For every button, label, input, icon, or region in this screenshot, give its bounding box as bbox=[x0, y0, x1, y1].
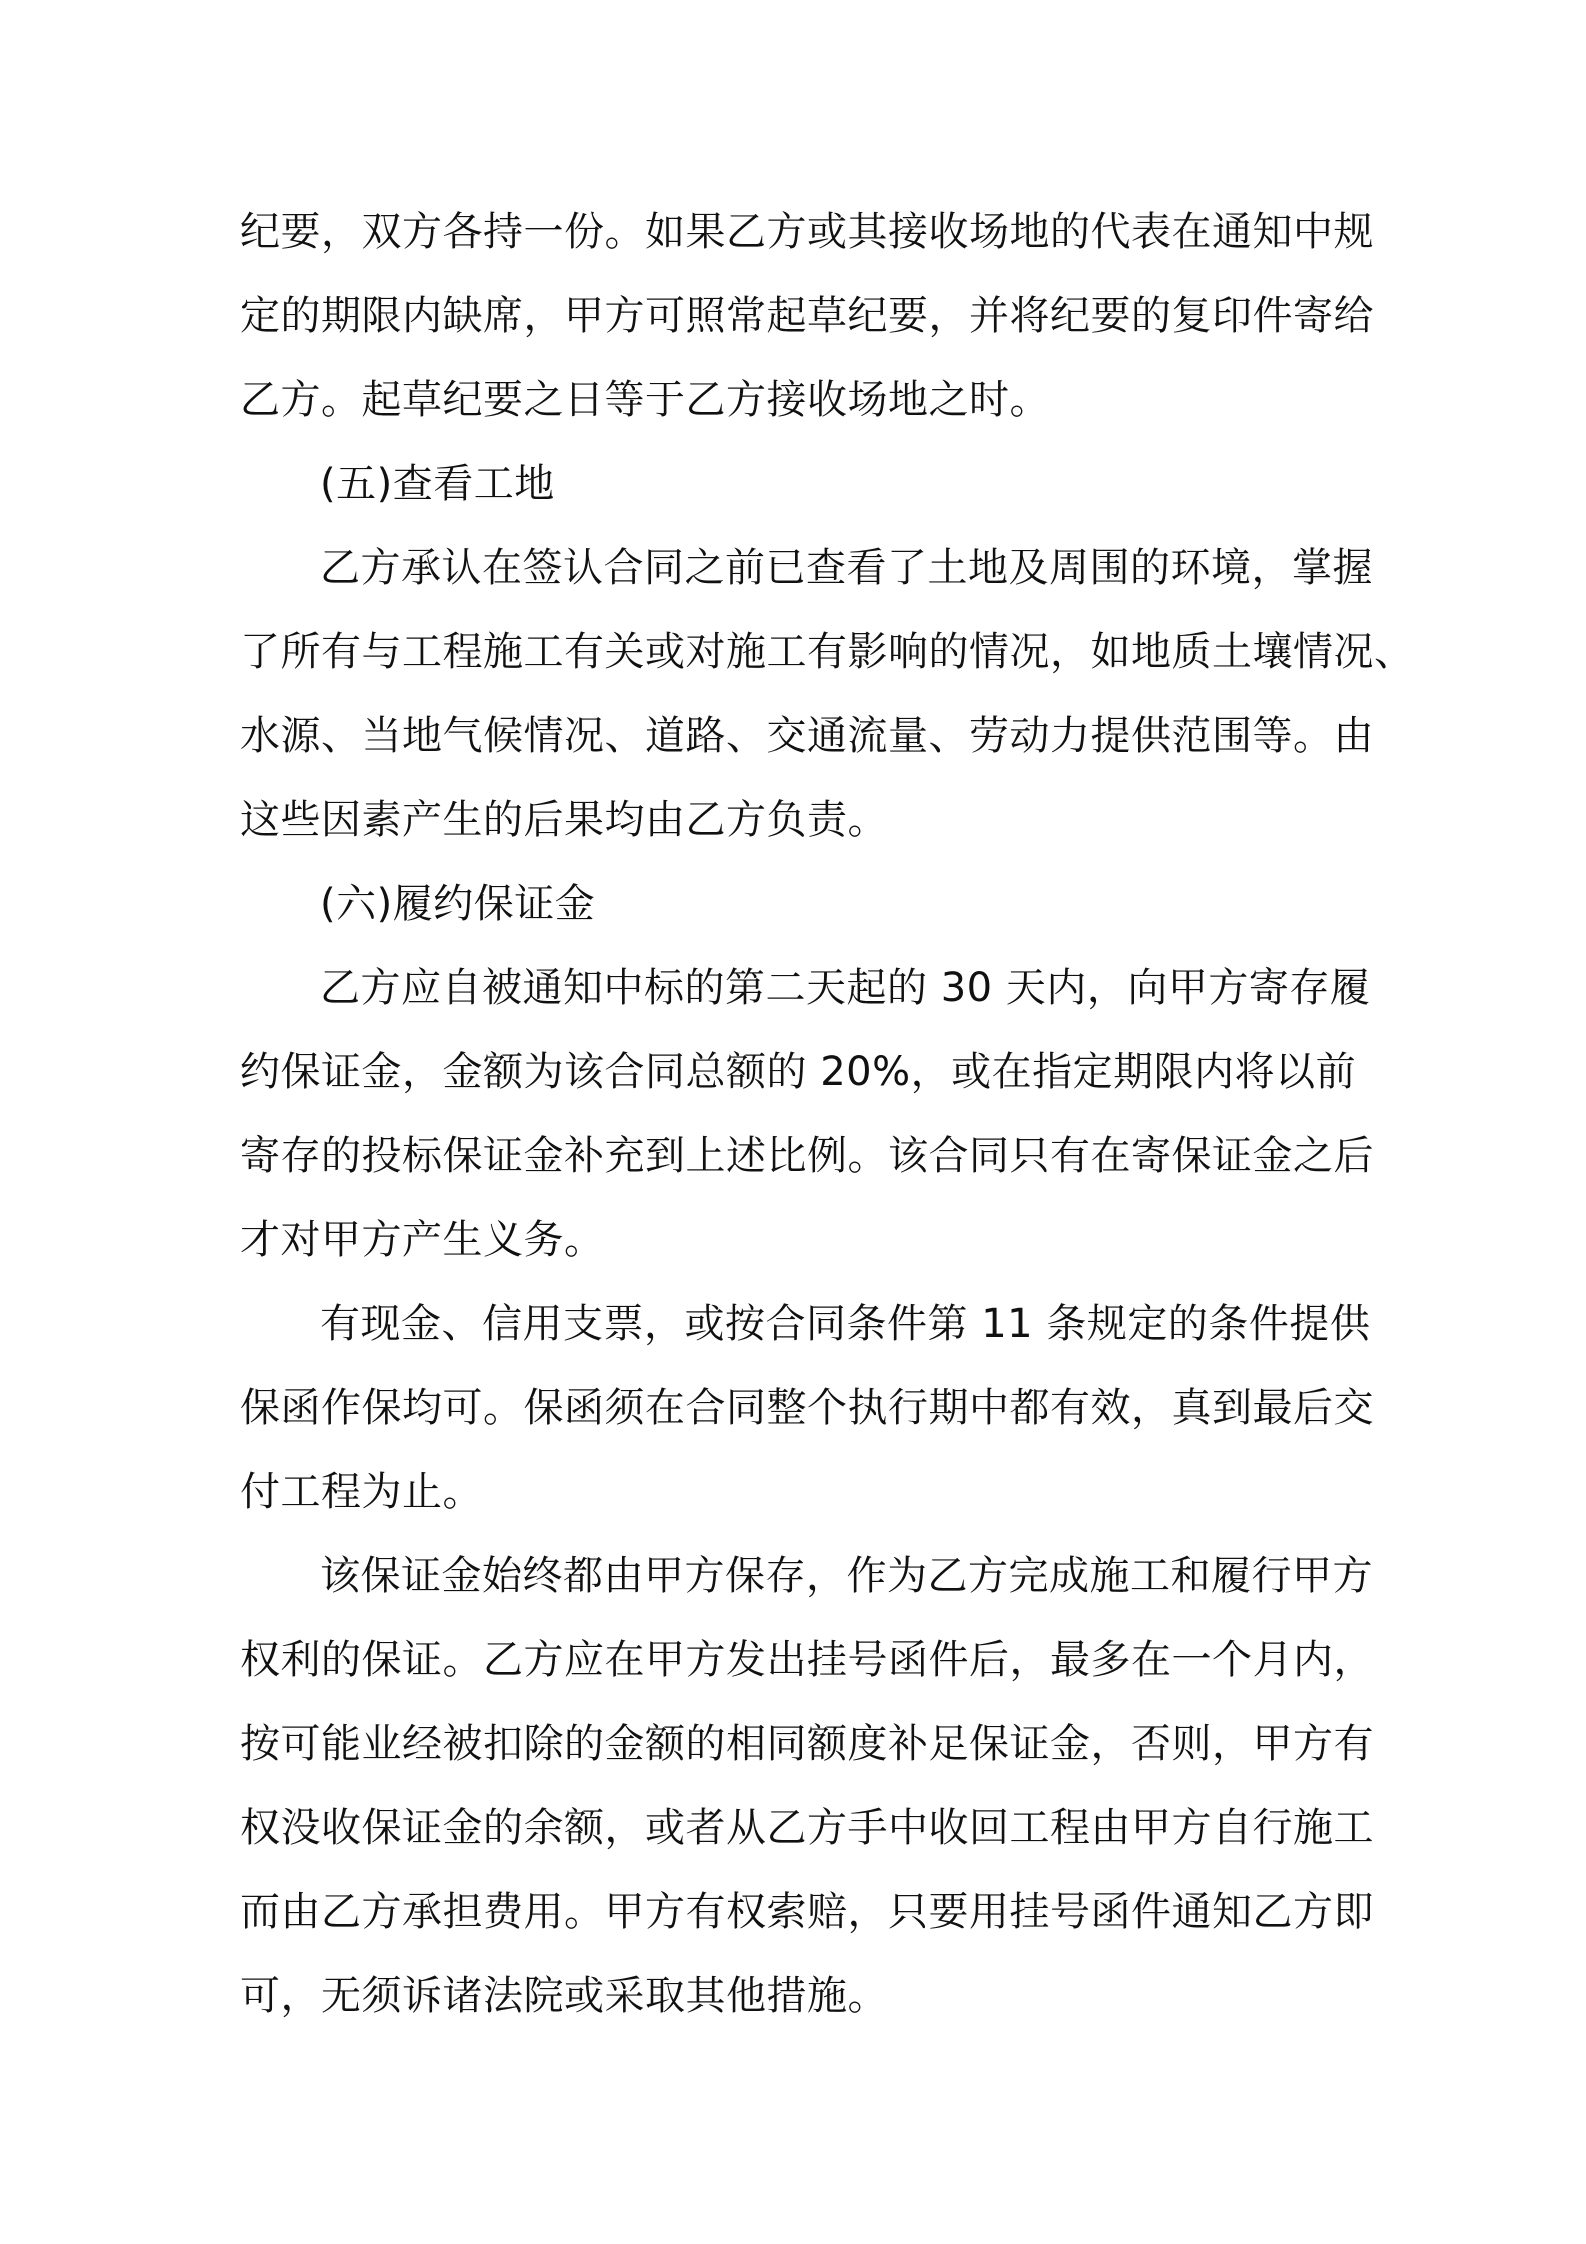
text-line: 乙方。起草纪要之日等于乙方接收场地之时。 bbox=[240, 377, 1050, 423]
text-line: 乙方承认在签认合同之前已查看了土地及周围的环境，掌握 bbox=[320, 545, 1373, 591]
text-line: 有现金、信用支票，或按合同条件第 11 条规定的条件提供 bbox=[320, 1301, 1371, 1347]
text-line: 按可能业经被扣除的金额的相同额度补足保证金，否则，甲方有 bbox=[240, 1721, 1374, 1767]
text-line: 保函作保均可。保函须在合同整个执行期中都有效，真到最后交 bbox=[240, 1385, 1374, 1431]
text-line: 这些因素产生的后果均由乙方负责。 bbox=[240, 797, 888, 843]
text-line: 而由乙方承担费用。甲方有权索赔，只要用挂号函件通知乙方即 bbox=[240, 1889, 1374, 1935]
section-heading-performance-bond: (六)履约保证金 bbox=[320, 881, 596, 927]
text-line: 水源、当地气候情况、道路、交通流量、劳动力提供范围等。由 bbox=[240, 713, 1374, 759]
text-line: 纪要，双方各持一份。如果乙方或其接收场地的代表在通知中规 bbox=[240, 209, 1374, 255]
section-heading-inspect-site: (五)查看工地 bbox=[320, 461, 555, 507]
text-line: 了所有与工程施工有关或对施工有影响的情况，如地质土壤情况、 bbox=[240, 629, 1415, 675]
text-line: 付工程为止。 bbox=[240, 1469, 483, 1515]
text-line: 才对甲方产生义务。 bbox=[240, 1217, 605, 1263]
text-line: 权利的保证。乙方应在甲方发出挂号函件后，最多在一个月内， bbox=[240, 1637, 1374, 1683]
text-line: 该保证金始终都由甲方保存，作为乙方完成施工和履行甲方 bbox=[320, 1553, 1373, 1599]
text-line: 寄存的投标保证金补充到上述比例。该合同只有在寄保证金之后 bbox=[240, 1133, 1374, 1179]
text-line: 可，无须诉诸法院或采取其他措施。 bbox=[240, 1973, 888, 2019]
text-line: 乙方应自被通知中标的第二天起的 30 天内，向甲方寄存履 bbox=[320, 965, 1371, 1011]
text-line: 约保证金，金额为该合同总额的 20%，或在指定期限内将以前 bbox=[240, 1049, 1357, 1095]
document-body bbox=[240, 190, 1415, 2038]
text-line: 定的期限内缺席，甲方可照常起草纪要，并将纪要的复印件寄给 bbox=[240, 293, 1374, 339]
text-line: 权没收保证金的余额，或者从乙方手中收回工程由甲方自行施工 bbox=[240, 1805, 1374, 1851]
